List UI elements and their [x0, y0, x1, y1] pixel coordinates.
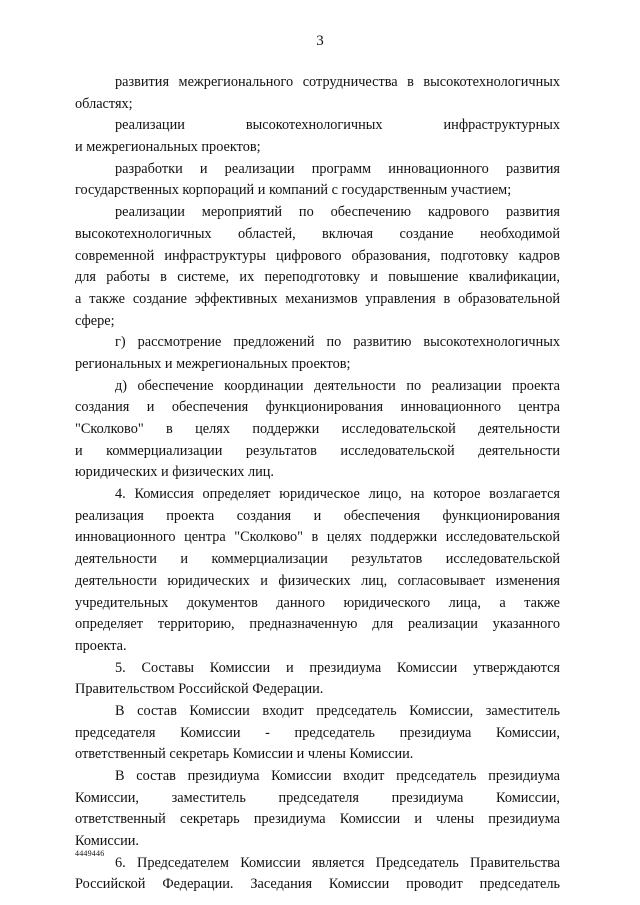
text-line: реализации мероприятий по обеспечению кадрового развития [115, 204, 560, 221]
text-line: проекта. [75, 637, 127, 654]
text-line: г) рассмотрение предложений по развитию высокотехнологичных [115, 334, 560, 351]
text-line: учредительных документов данного юридического лица, а также [75, 594, 560, 611]
text-line: для работы в системе, их переподготовку и повышение квалификации, [75, 269, 560, 286]
text-line: 4. Комиссия определяет юридическое лицо, на которое возлагается [115, 486, 560, 503]
text-line: реализации высокотехнологичных инфраструктурных [115, 117, 560, 134]
text-line: сфере; [75, 312, 115, 329]
text-line: д) обеспечение координации деятельности по реализации проекта [115, 377, 560, 394]
text-line: высокотехнологичных областей, включая создание необходимой [75, 225, 560, 242]
text-line: В состав президиума Комиссии входит председатель президиума [115, 768, 560, 784]
text-line: определяет территорию, предназначенную для реализации указанного [75, 616, 560, 633]
text-line: областях; [75, 95, 133, 112]
text-line: современной инфраструктуры цифрового образования, подготовку кадров [75, 247, 560, 264]
text-line: Комиссии, заместитель председателя президиума Комиссии, [75, 789, 560, 806]
page-number: 3 [316, 33, 324, 49]
text-line: и коммерциализации результатов исследовательской деятельности [75, 442, 560, 459]
text-line: Правительством Российской Федерации. [75, 681, 324, 698]
text-line: В состав Комиссии входит председатель Комиссии, заместитель [115, 702, 560, 719]
text-line: создания и обеспечения функционирования инновационного центра [75, 399, 560, 416]
text-line: ответственный секретарь президиума Комиссии и члены президиума [75, 811, 560, 828]
text-line: Российской Федерации. Заседания Комиссии проводит председатель [75, 876, 560, 893]
body-text [75, 72, 560, 896]
text-line: 5. Составы Комиссии и президиума Комиссии утверждаются [115, 659, 560, 676]
text-line: 6. Председателем Комиссии является Председатель Правительства [115, 854, 560, 871]
document-id: 4449446 [75, 849, 105, 858]
text-line: государственных корпораций и компаний с государственным участием; [75, 182, 512, 199]
text-line: юридических и физических лиц. [75, 464, 274, 481]
text-line: инновационного центра "Сколково" в целях поддержки исследовательской [75, 529, 560, 546]
text-line: региональных и межрегиональных проектов; [75, 355, 351, 372]
text-line: а также создание эффективных механизмов управления в образовательной [75, 290, 560, 307]
text-line: ответственный секретарь Комиссии и члены Комиссии. [75, 746, 414, 763]
text-line: реализация проекта создания и обеспечения функционирования [75, 507, 560, 524]
text-line: развития межрегионального сотрудничества в высокотехнологичных [115, 74, 560, 90]
text-line: деятельности и коммерциализации результатов исследовательской [75, 551, 560, 568]
text-line: Комиссии. [75, 833, 139, 850]
text-line: разработки и реализации программ инновационного развития [115, 160, 560, 177]
text-line: "Сколково" в целях поддержки исследовательской деятельности [75, 421, 560, 437]
text-line: деятельности юридических и физических лиц, согласовывает изменения [75, 572, 560, 589]
text-line: и межрегиональных проектов; [75, 139, 261, 156]
text-line: председателя Комиссии - председатель президиума Комиссии, [75, 724, 560, 741]
